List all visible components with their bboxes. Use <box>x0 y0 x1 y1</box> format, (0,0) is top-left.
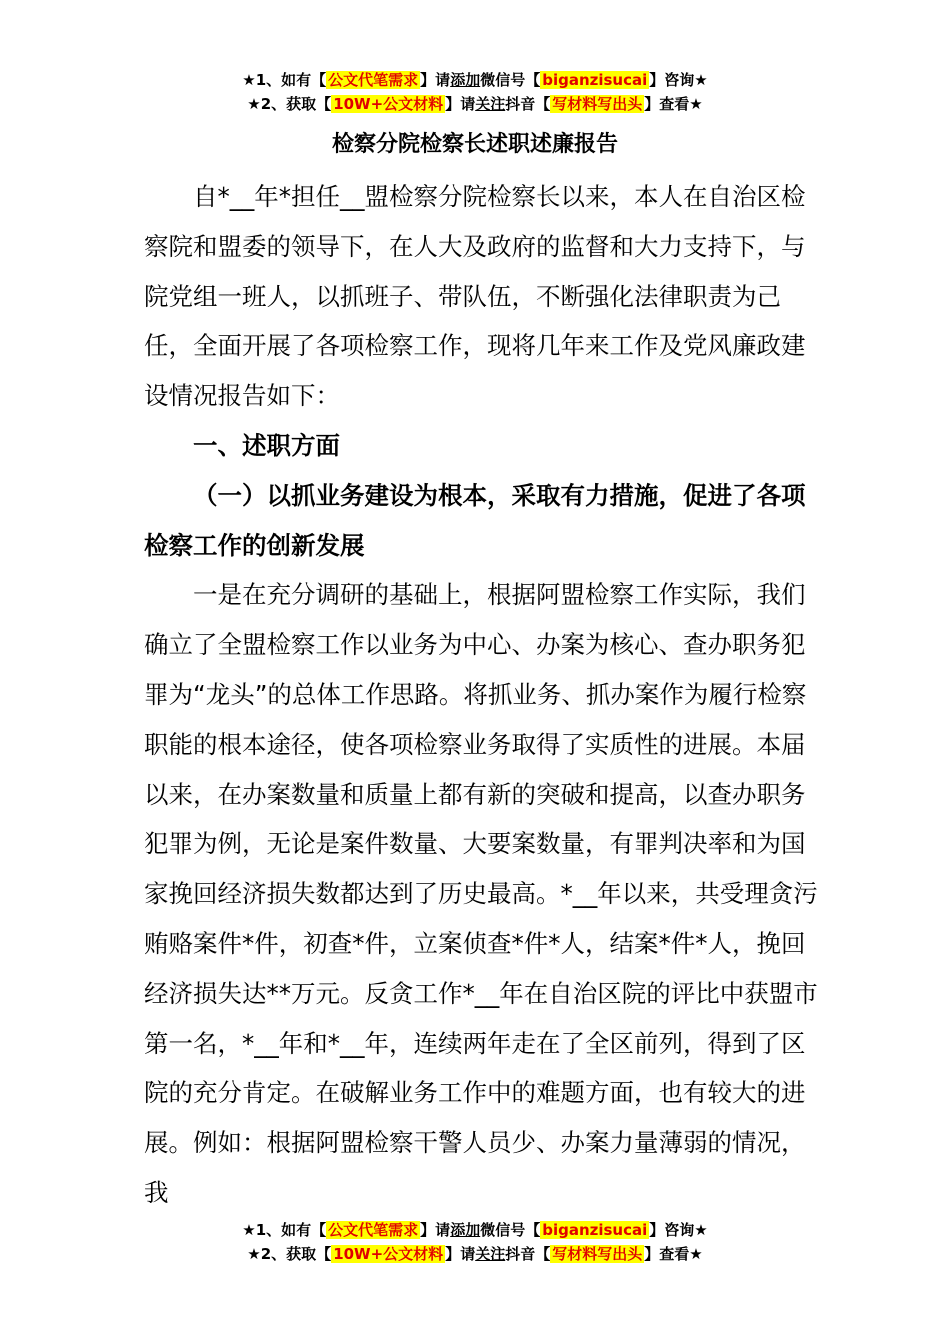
banner-underlined-text: 添加 <box>450 71 481 89</box>
banner-text: 抖音【 <box>505 1245 551 1263</box>
banner-underlined-text: 关注 <box>475 1245 506 1263</box>
banner-text: 】咨询★ <box>649 71 708 89</box>
banner-text: 】咨询★ <box>649 1221 708 1239</box>
banner-text: 】请 <box>420 71 451 89</box>
banner-line-2 <box>0 1242 950 1266</box>
banner-highlight: 公文代笔需求 <box>328 1221 419 1239</box>
intro-paragraph: 自*__年*担任__盟检察分院检察长以来，本人在自治区检察院和盟委的领导下，在人大及政府的监督和大力支持下，与院党组一班人，以抓班子、带队伍，不断强化法律职责为己任，全面开展了各项检察工作，现将几年来工作及党风廉政建设情况报告如下： <box>144 182 806 411</box>
banner-line-2 <box>0 92 950 116</box>
body-paragraph: 一是在充分调研的基础上，根据阿盟检察工作实际，我们确立了全盟检察工作以业务为中心、办案为核心、查办职务犯罪为“龙头”的总体工作思路。将抓业务、抓办案作为履行检察职能的根本途径，使各项检察业务取得了实质性的进展。本届以来，在办案数量和质量上都有新的突破和提高，以查办职务犯罪为例，无论是案件数量、大要案数量，有罪判决率和为国家挽回经济损失数都达到了历史最高。*__年以来，共受理贪污贿赂案件*件，初查*件，立案侦查*件*人，结案*件*人，挽回经济损失达**万元。反贪工作*__年在自治区院的评比中获盟市第一名，*__年和*__年，连续两年走在了全区前列，得到了区院的充分肯定。在破解业务工作中的难题方面，也有较大的进展。例如：根据阿盟检察干警人员少、办案力量薄弱的情况，我 <box>144 580 818 1207</box>
banner-highlight: 写材料写出头 <box>552 95 643 113</box>
banner-text: ★2、获取【 <box>247 95 332 113</box>
banner-line-1 <box>0 68 950 92</box>
banner-text: 微信号【 <box>480 1221 541 1239</box>
banner-line-1 <box>0 1218 950 1242</box>
banner-text: 】查看★ <box>644 95 703 113</box>
banner-highlight: 10W+公文材料 <box>333 95 444 113</box>
banner-highlight: 写材料写出头 <box>552 1245 643 1263</box>
document-body <box>144 172 824 1218</box>
banner-underlined-text: 关注 <box>475 95 506 113</box>
banner-text: 】查看★ <box>644 1245 703 1263</box>
banner-text: ★1、如有【 <box>242 1221 327 1239</box>
banner-text: ★1、如有【 <box>242 71 327 89</box>
banner-text: 微信号【 <box>480 71 541 89</box>
banner-text: 】请 <box>445 1245 476 1263</box>
banner-highlight: 公文代笔需求 <box>328 71 419 89</box>
subsection-heading: （一）以抓业务建设为根本，采取有力措施，促进了各项检察工作的创新发展 <box>144 480 806 560</box>
section-heading: 一、述职方面 <box>193 430 340 460</box>
banner-highlight: biganzisucai <box>542 1221 648 1239</box>
footer-banner <box>0 1218 950 1266</box>
document-title: 检察分院检察长述职述廉报告 <box>331 132 618 157</box>
header-banner <box>0 68 950 116</box>
banner-text: 抖音【 <box>505 95 551 113</box>
banner-highlight: biganzisucai <box>542 71 648 89</box>
banner-underlined-text: 添加 <box>450 1221 481 1239</box>
banner-text: ★2、获取【 <box>247 1245 332 1263</box>
banner-text: 】请 <box>445 95 476 113</box>
banner-highlight: 10W+公文材料 <box>333 1245 444 1263</box>
banner-text: 】请 <box>420 1221 451 1239</box>
